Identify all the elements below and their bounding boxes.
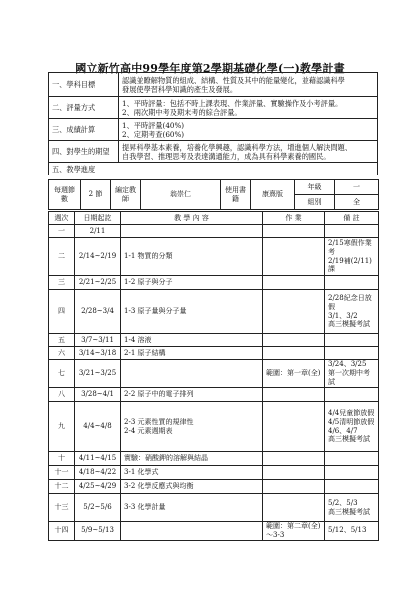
content-cell [121, 480, 263, 494]
schedule-header-row [49, 212, 379, 225]
schedule-row [49, 452, 379, 466]
grade-value: 一 [335, 180, 379, 195]
header-week: 週次 [49, 212, 75, 225]
content-cell [121, 290, 263, 334]
homework-cell [263, 238, 325, 276]
progress-row [49, 163, 378, 176]
homework-cell [263, 452, 325, 466]
progress-label: 五、教學進度 [49, 163, 378, 176]
homework-cell [263, 480, 325, 494]
info-row [49, 119, 378, 141]
class-label: 組別 [295, 195, 335, 210]
homework-cell [263, 290, 325, 334]
homework-cell [263, 225, 325, 238]
cell-line: 2-2 原子中的電子排列 [124, 390, 194, 399]
date-cell: 4/18~4/22 [75, 466, 121, 480]
content-cell [121, 494, 263, 522]
date-cell: 2/14~2/19 [75, 238, 121, 276]
date-cell: 4/11~4/15 [75, 452, 121, 466]
date-cell: 3/14~3/18 [75, 347, 121, 360]
cell-line: 4/6、4/7 [328, 426, 358, 435]
notes-cell [325, 238, 379, 276]
homework-cell [263, 334, 325, 347]
cell-line: 2/28紀念日放假 [328, 294, 372, 311]
date-cell: 3/7~3/11 [75, 334, 121, 347]
grade-label: 年級 [295, 180, 335, 195]
cell-line: 高三模擬考試 [328, 507, 370, 516]
info-row [49, 141, 378, 163]
notes-cell [325, 225, 379, 238]
cell-line: 提昇科學基本素養，培養化學興趣，認識科學方法，增進個人解決問題、 [122, 142, 353, 152]
cell-line: 1-4 溶液 [124, 335, 152, 344]
cell-line: 自我學習、推理思考及表達溝通能力，成為具有科學素養的國民。 [122, 151, 331, 161]
cell-line: 第一次期中考試 [328, 369, 370, 386]
cell-line: 5/12、5/13 [328, 526, 367, 535]
header-content: 教 學 內 容 [121, 212, 263, 225]
meta-table [48, 179, 379, 210]
schedule-row [49, 360, 379, 388]
content-cell [121, 452, 263, 466]
cell-line: 3-2 化學反應式與均衡 [124, 482, 194, 491]
cell-line: 高三模擬考試 [328, 435, 370, 444]
cell-line: 3-1 化學式 [124, 468, 159, 477]
cell-line: 5/2、5/3 [328, 498, 358, 507]
schedule-row [49, 388, 379, 402]
content-cell [121, 402, 263, 452]
content-cell [121, 347, 263, 360]
schedule-row [49, 466, 379, 480]
cell-line: 4/5清明節放假 [328, 417, 375, 426]
cell-line: 1-3 原子量與分子量 [124, 307, 187, 316]
schedule-row [49, 402, 379, 452]
notes-cell [325, 480, 379, 494]
homework-cell [263, 388, 325, 402]
info-label: 三、成績計算 [49, 119, 119, 141]
week-cell: 七 [49, 360, 75, 388]
notes-cell [325, 402, 379, 452]
date-cell: 2/21~2/25 [75, 276, 121, 290]
notes-cell [325, 466, 379, 480]
date-cell: 2/11 [75, 225, 121, 238]
weekly-value: 2 節 [81, 180, 111, 210]
content-cell [121, 334, 263, 347]
schedule-row [49, 494, 379, 522]
notes-cell [325, 334, 379, 347]
info-content [119, 97, 378, 119]
schedule-table [48, 211, 379, 541]
cell-line: 3/24、3/25 [328, 360, 367, 369]
editor-label: 編定教師 [111, 180, 141, 210]
date-cell: 4/25~4/29 [75, 480, 121, 494]
date-cell: 5/2~5/6 [75, 494, 121, 522]
schedule-row [49, 522, 379, 541]
week-cell: 十三 [49, 494, 75, 522]
info-row [49, 97, 378, 119]
week-cell: 一 [49, 225, 75, 238]
cell-line: 3/1、3/2 [328, 311, 358, 320]
week-cell: 二 [49, 238, 75, 276]
notes-cell [325, 452, 379, 466]
cell-line: 2-3 元素性質的規律性 [124, 417, 194, 426]
homework-cell [263, 494, 325, 522]
cell-line: 2/15寒假作業考 [328, 239, 372, 256]
info-label: 二、評量方式 [49, 97, 119, 119]
notes-cell [325, 388, 379, 402]
cell-line: 2-1 原子結構 [124, 348, 166, 357]
cell-line: 3-3 化學計量 [124, 503, 166, 512]
cell-line: 2、兩次期中考及期末考的綜合評量。 [122, 107, 242, 117]
week-cell: 十二 [49, 480, 75, 494]
homework-cell [263, 276, 325, 290]
week-cell: 六 [49, 347, 75, 360]
editor-value: 翁崇仁 [141, 180, 221, 210]
header-notes: 備 註 [325, 212, 379, 225]
weekly-label: 每週節數 [49, 180, 81, 210]
content-cell [121, 225, 263, 238]
info-label: 一、學科目標 [49, 73, 119, 97]
notes-cell [325, 290, 379, 334]
schedule-row [49, 276, 379, 290]
date-cell: 2/28~3/4 [75, 290, 121, 334]
cell-line: 4/4兒童節放假 [328, 409, 375, 417]
notes-cell [325, 276, 379, 290]
header-date: 日期起訖 [75, 212, 121, 225]
cell-line: 認識並瞭解物質的組成、結構、性質及其中的能量變化，並藉認識科學 [122, 75, 345, 85]
date-cell: 5/9~5/13 [75, 522, 121, 541]
info-table [48, 72, 378, 175]
cell-line: 2、定期考查(60%) [122, 129, 185, 139]
cell-line: 2/19補(2/11)課 [328, 256, 372, 274]
date-cell: 3/21~3/25 [75, 360, 121, 388]
book-value: 康熹版 [251, 180, 295, 210]
homework-cell: 範圍：第一章(全) [263, 360, 325, 388]
cell-line: 高三模擬考試 [328, 320, 370, 329]
cell-line: 1、平時評量(40%) [122, 120, 185, 130]
book-label: 使用書籍 [221, 180, 251, 210]
cell-line: 1-1 物質的分類 [124, 252, 173, 261]
cell-line: 1、平時評量：包括不時上課表現、作業評量、實驗操作及小考評量。 [122, 98, 343, 108]
info-row [49, 73, 378, 97]
page-title: 國立新竹高中99學年度第2學期基礎化學(一)教學計畫 [75, 62, 345, 75]
cell-line: 2-4 元素週期表 [124, 426, 173, 435]
homework-cell [263, 347, 325, 360]
info-label: 四、對學生的期望 [49, 141, 119, 163]
content-cell [121, 360, 263, 388]
schedule-row [49, 238, 379, 276]
content-cell [121, 388, 263, 402]
schedule-row [49, 347, 379, 360]
week-cell: 十四 [49, 522, 75, 541]
date-cell: 4/4~4/8 [75, 402, 121, 452]
notes-cell [325, 347, 379, 360]
cell-line: 1-2 原子與分子 [124, 278, 173, 287]
notes-cell [325, 494, 379, 522]
notes-cell [325, 522, 379, 541]
cell-line: 實驗：硝酸鉀的溶解與結晶 [124, 454, 208, 463]
info-content [119, 119, 378, 141]
week-cell: 四 [49, 290, 75, 334]
schedule-row [49, 480, 379, 494]
homework-cell [263, 402, 325, 452]
week-cell: 八 [49, 388, 75, 402]
cell-line: 發展使學習科學知識的產生及發展。 [122, 84, 238, 94]
schedule-row [49, 225, 379, 238]
content-cell [121, 238, 263, 276]
schedule-row [49, 334, 379, 347]
date-cell: 3/28~4/1 [75, 388, 121, 402]
info-content [119, 141, 378, 163]
week-cell: 十一 [49, 466, 75, 480]
content-cell [121, 466, 263, 480]
homework-cell [263, 466, 325, 480]
notes-cell [325, 360, 379, 388]
content-cell [121, 522, 263, 541]
week-cell: 十 [49, 452, 75, 466]
info-content [119, 73, 378, 97]
week-cell: 三 [49, 276, 75, 290]
content-cell [121, 276, 263, 290]
schedule-row [49, 290, 379, 334]
header-homework: 作 業 [263, 212, 325, 225]
week-cell: 九 [49, 402, 75, 452]
week-cell: 五 [49, 334, 75, 347]
homework-cell: 範圍：第二章(全)～3-3 [263, 522, 325, 541]
class-value: 全 [335, 195, 379, 210]
